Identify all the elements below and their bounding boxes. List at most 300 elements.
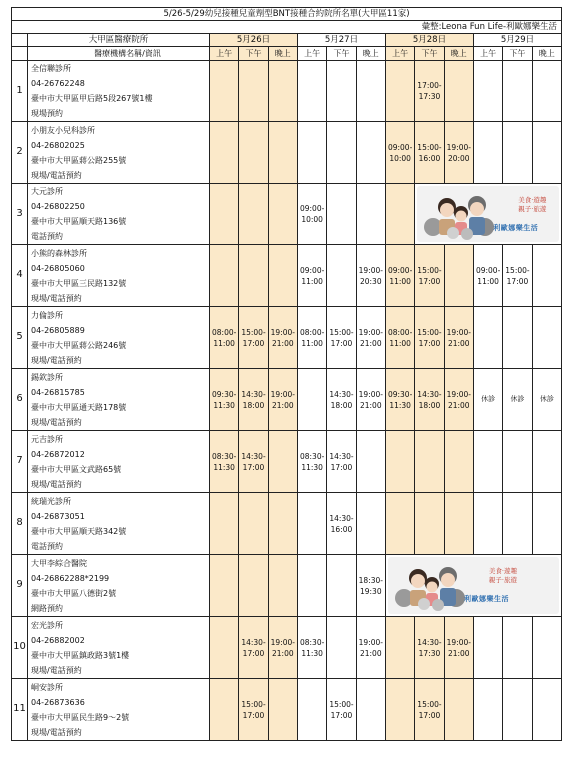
clinic-address: 臺中市大甲區甲后路5段267號1樓 (31, 94, 153, 103)
time-slot-text: 11:00 (389, 338, 411, 348)
time-slot-text: 20:30 (359, 276, 382, 286)
empty-slot (356, 184, 385, 245)
clinic-info (28, 245, 210, 307)
time-slot (444, 369, 473, 431)
time-slot-text: 11:00 (301, 276, 323, 286)
time-slot-text: 21:00 (359, 648, 382, 658)
empty-slot (503, 679, 532, 741)
time-slot (210, 369, 239, 431)
time-slot-text: 21:00 (272, 400, 294, 410)
empty-slot (532, 245, 561, 307)
clinic-phone: 04-26872012 (31, 449, 85, 459)
time-slot-text: 15:00- (241, 699, 266, 709)
time-slot-text: 17:00- (417, 81, 442, 90)
clinic-name: 峒安診所 (31, 682, 63, 692)
time-slot (503, 369, 532, 431)
booking-method: 現場/電話預約 (31, 293, 82, 303)
empty-slot (268, 493, 297, 555)
booking-method: 現場/電話預約 (31, 479, 82, 489)
clinic-address: 臺中市大甲區鎮政路3號1樓 (31, 650, 130, 660)
empty-slot (210, 184, 239, 245)
row-number: 9 (12, 555, 28, 617)
time-slot-text: 14:30- (241, 451, 266, 461)
date-row (12, 34, 562, 47)
time-slot-text: 15:00- (505, 265, 530, 275)
clinic-row (12, 307, 562, 369)
date-header: 5月26日 (210, 34, 298, 47)
empty-slot (415, 493, 444, 555)
clinic-info (28, 369, 210, 431)
clinic-address: 臺中市大甲區三民路132號 (31, 278, 127, 288)
time-slot-text: 19:30 (359, 586, 382, 596)
booking-method: 電話預約 (31, 541, 63, 551)
row-number: 11 (12, 679, 28, 741)
clinic-name: 小熊的森林診所 (31, 248, 87, 258)
clinic-row (12, 617, 562, 679)
empty-slot (356, 122, 385, 184)
empty-slot (532, 617, 561, 679)
empty-slot (327, 555, 356, 617)
time-slot-text: 19:00- (446, 327, 471, 337)
time-slot-text: 休診 (481, 395, 496, 403)
clinic-name: 力倫診所 (31, 310, 63, 320)
time-slot (297, 307, 326, 369)
time-slot-text: 14:30- (417, 389, 442, 399)
period-header: 下午 (239, 47, 268, 61)
time-slot (385, 245, 414, 307)
time-slot (385, 307, 414, 369)
empty-slot (327, 122, 356, 184)
empty-slot (503, 431, 532, 493)
clinic-row (12, 493, 562, 555)
empty-slot (268, 61, 297, 122)
time-slot (268, 307, 297, 369)
time-slot-text: 15:00- (417, 265, 442, 275)
empty-slot (297, 493, 326, 555)
period-row (12, 47, 562, 61)
empty-slot (503, 493, 532, 555)
clinic-phone: 04-26882002 (31, 635, 85, 645)
time-slot (385, 369, 414, 431)
empty-slot (503, 122, 532, 184)
time-slot-text: 17:00 (330, 338, 353, 348)
time-slot (356, 617, 385, 679)
column-label: 醫療機構名稱/資訊 (28, 47, 210, 61)
time-slot (210, 431, 239, 493)
time-slot-text: 19:00- (270, 389, 295, 399)
clinic-address: 臺中市大甲區文武路65號 (31, 464, 122, 474)
time-slot-text: 19:00- (446, 389, 471, 399)
time-slot (297, 245, 326, 307)
clinic-name: 大元診所 (31, 187, 63, 196)
time-slot-text: 11:00 (301, 338, 323, 348)
booking-method: 電話預約 (31, 232, 63, 241)
family-cartoon-icon (390, 560, 472, 612)
time-slot-text: 11:30 (389, 400, 411, 410)
time-slot (473, 245, 502, 307)
brand-logo-cell (415, 184, 562, 245)
empty-slot (297, 61, 326, 122)
time-slot-text: 17:30 (418, 648, 441, 658)
empty-slot (327, 617, 356, 679)
date-header: 5月28日 (385, 34, 473, 47)
time-slot-text: 09:00- (299, 265, 325, 275)
clinic-address: 臺中市大甲區八德街2號 (31, 588, 117, 598)
time-slot-text: 15:00- (417, 699, 442, 709)
time-slot-text: 18:00 (242, 400, 265, 410)
empty-slot (210, 61, 239, 122)
empty-slot (473, 307, 502, 369)
booking-method: 現場預約 (31, 109, 63, 118)
time-slot-text: 11:30 (213, 400, 235, 410)
empty-slot (210, 122, 239, 184)
logo-brand-text: 利歐娜樂生活 (463, 595, 509, 603)
empty-slot (473, 617, 502, 679)
empty-slot (356, 493, 385, 555)
empty-slot (327, 61, 356, 122)
empty-slot (532, 307, 561, 369)
time-slot (239, 307, 268, 369)
clinic-row (12, 122, 562, 184)
row-number: 2 (12, 122, 28, 184)
time-slot-text: 21:00 (359, 338, 382, 348)
time-slot-text: 20:00 (447, 153, 470, 163)
time-slot (473, 369, 502, 431)
empty-slot (356, 431, 385, 493)
row-number: 7 (12, 431, 28, 493)
time-slot (210, 307, 239, 369)
time-slot-text: 14:30- (241, 637, 266, 647)
family-cartoon-icon (419, 189, 501, 241)
time-slot (532, 369, 561, 431)
booking-method: 現場/電話預約 (31, 727, 82, 737)
clinic-row (12, 184, 562, 245)
empty-slot (356, 61, 385, 122)
empty-slot (210, 245, 239, 307)
row-number: 10 (12, 617, 28, 679)
time-slot-text: 21:00 (447, 338, 470, 348)
row-number: 3 (12, 184, 28, 245)
time-slot (444, 617, 473, 679)
time-slot (444, 307, 473, 369)
logo-tagline: 親子‧旅遊 (518, 205, 547, 213)
time-slot-text: 17:00 (330, 462, 353, 472)
time-slot (415, 122, 444, 184)
corner-cell (12, 47, 28, 61)
logo-tagline: 美食‧遊趣 (488, 567, 517, 575)
empty-slot (385, 184, 414, 245)
clinic-name: 小朋友小兒科診所 (31, 125, 95, 135)
logo-tagline: 美食‧遊趣 (518, 196, 547, 204)
time-slot-text: 21:00 (272, 648, 294, 658)
brand-logo (388, 557, 559, 614)
empty-slot (415, 431, 444, 493)
time-slot (356, 555, 385, 617)
time-slot-text: 09:30- (212, 389, 237, 399)
brand-logo (417, 186, 559, 242)
clinic-name: 元吉診所 (31, 434, 63, 444)
schedule-sheet (11, 7, 561, 741)
empty-slot (297, 679, 326, 741)
clinic-address: 臺中市大甲區順天路342號 (31, 526, 127, 536)
time-slot (239, 679, 268, 741)
time-slot-text: 14:30- (329, 513, 354, 523)
time-slot-text: 17:00 (242, 462, 265, 472)
time-slot-text: 21:00 (447, 648, 470, 658)
time-slot (327, 679, 356, 741)
time-slot-text: 19:00- (358, 327, 383, 337)
clinic-info (28, 307, 210, 369)
period-header: 上午 (385, 47, 414, 61)
empty-slot (385, 617, 414, 679)
sheet-title: 5/26-5/29幼兒接種兒童劑型BNT接種合約院所名單(大甲區11家) (12, 8, 562, 21)
time-slot-text: 11:00 (389, 276, 411, 286)
empty-slot (473, 61, 502, 122)
empty-slot (268, 122, 297, 184)
time-slot-text: 14:30- (417, 637, 442, 647)
clinic-phone: 04-26805889 (31, 325, 85, 335)
row-number: 5 (12, 307, 28, 369)
credit-row (12, 21, 562, 34)
time-slot-text: 17:00 (418, 276, 441, 286)
row-number: 8 (12, 493, 28, 555)
empty-slot (444, 493, 473, 555)
clinic-phone: 04-26805060 (31, 263, 85, 273)
clinic-phone: 04-26873051 (31, 511, 85, 521)
time-slot-text: 21:00 (447, 400, 470, 410)
time-slot-text: 19:00- (358, 389, 383, 399)
time-slot-text: 11:30 (301, 462, 323, 472)
empty-slot (503, 307, 532, 369)
time-slot-text: 09:30- (387, 389, 413, 399)
empty-slot (297, 122, 326, 184)
clinic-info (28, 61, 210, 122)
clinic-name: 錫欽診所 (31, 372, 63, 382)
clinic-name: 統瑞光診所 (31, 496, 71, 506)
time-slot (268, 369, 297, 431)
clinic-phone: 04-26873636 (31, 697, 85, 707)
empty-slot (532, 122, 561, 184)
time-slot (297, 184, 326, 245)
clinic-row (12, 431, 562, 493)
clinic-phone: 04-26802025 (31, 140, 85, 150)
time-slot (415, 679, 444, 741)
time-slot-text: 08:30- (299, 451, 325, 461)
empty-slot (327, 184, 356, 245)
time-slot (356, 369, 385, 431)
empty-slot (239, 184, 268, 245)
time-slot-text: 19:00- (446, 637, 471, 647)
clinic-info (28, 122, 210, 184)
clinic-phone: 04-26815785 (31, 387, 85, 397)
empty-slot (268, 245, 297, 307)
empty-slot (473, 679, 502, 741)
time-slot-text: 休診 (539, 395, 554, 403)
empty-slot (473, 431, 502, 493)
empty-slot (532, 679, 561, 741)
time-slot (415, 617, 444, 679)
period-header: 下午 (503, 47, 532, 61)
empty-slot (210, 493, 239, 555)
clinic-address: 臺中市大甲區通天路178號 (31, 402, 127, 412)
empty-slot (444, 61, 473, 122)
time-slot-text: 17:00 (242, 648, 265, 658)
time-slot-text: 14:30- (329, 451, 354, 461)
time-slot-text: 21:00 (359, 400, 382, 410)
brand-logo-cell (385, 555, 561, 617)
time-slot-text: 08:00- (212, 327, 237, 337)
empty-slot (297, 369, 326, 431)
time-slot-text: 15:00- (417, 142, 442, 152)
row-number: 4 (12, 245, 28, 307)
period-header: 上午 (210, 47, 239, 61)
booking-method: 現場/電話預約 (31, 665, 82, 675)
time-slot-text: 19:00- (358, 637, 383, 647)
period-header: 下午 (415, 47, 444, 61)
clinic-address: 臺中市大甲區蔣公路246號 (31, 340, 127, 350)
clinic-name: 宏光診所 (31, 620, 63, 630)
clinic-address: 臺中市大甲區民生路9～2號 (31, 712, 130, 722)
time-slot-text: 11:00 (477, 276, 499, 286)
time-slot-text: 11:30 (301, 648, 323, 658)
empty-slot (239, 122, 268, 184)
empty-slot (532, 431, 561, 493)
period-header: 上午 (473, 47, 502, 61)
corner-cell (12, 34, 28, 47)
empty-slot (385, 493, 414, 555)
empty-slot (532, 493, 561, 555)
time-slot-text: 15:00- (241, 327, 266, 337)
booking-method: 網路預約 (31, 603, 63, 613)
clinic-info (28, 555, 210, 617)
time-slot-text: 18:00 (330, 400, 353, 410)
time-slot (356, 245, 385, 307)
time-slot-text: 17:00 (330, 710, 353, 720)
time-slot-text: 08:00- (299, 327, 325, 337)
time-slot-text: 08:30- (212, 451, 237, 461)
time-slot-text: 17:00 (506, 276, 529, 286)
empty-slot (327, 245, 356, 307)
time-slot-text: 09:00- (299, 204, 325, 213)
time-slot (415, 245, 444, 307)
empty-slot (503, 61, 532, 122)
time-slot (503, 245, 532, 307)
clinic-info (28, 617, 210, 679)
time-slot-text: 11:30 (213, 462, 235, 472)
empty-slot (532, 61, 561, 122)
empty-slot (385, 61, 414, 122)
time-slot (415, 369, 444, 431)
row-number: 1 (12, 61, 28, 122)
time-slot-text: 15:00- (329, 699, 354, 709)
time-slot-text: 15:00- (417, 327, 442, 337)
time-slot-text: 11:00 (213, 338, 235, 348)
clinic-row (12, 369, 562, 431)
time-slot-text: 08:30- (299, 637, 325, 647)
row-number: 6 (12, 369, 28, 431)
clinic-row (12, 61, 562, 122)
time-slot-text: 16:00 (330, 524, 353, 534)
empty-slot (210, 679, 239, 741)
empty-slot (297, 555, 326, 617)
empty-slot (268, 555, 297, 617)
empty-slot (444, 679, 473, 741)
clinic-address: 臺中市大甲區順天路136號 (31, 217, 127, 226)
time-slot-text: 19:00- (270, 637, 295, 647)
logo-tagline: 親子‧旅遊 (488, 576, 517, 584)
period-header: 下午 (327, 47, 356, 61)
empty-slot (473, 493, 502, 555)
time-slot (297, 431, 326, 493)
clinic-row (12, 555, 562, 617)
empty-slot (268, 431, 297, 493)
empty-slot (210, 617, 239, 679)
empty-slot (239, 245, 268, 307)
empty-slot (268, 184, 297, 245)
clinic-row (12, 679, 562, 741)
time-slot (297, 617, 326, 679)
clinic-address: 臺中市大甲區蔣公路255號 (31, 155, 127, 165)
time-slot-text: 08:00- (387, 327, 413, 337)
empty-slot (444, 245, 473, 307)
period-header: 晚上 (532, 47, 561, 61)
empty-slot (210, 555, 239, 617)
time-slot-text: 14:30- (241, 389, 266, 399)
time-slot (415, 61, 444, 122)
area-header: 大甲區醫療院所 (28, 34, 210, 47)
time-slot-text: 21:00 (272, 338, 294, 348)
clinic-name: 全信聯診所 (31, 64, 71, 73)
clinic-info (28, 431, 210, 493)
time-slot-text: 17:00 (418, 710, 441, 720)
time-slot-text: 17:00 (418, 338, 441, 348)
empty-slot (239, 493, 268, 555)
clinic-info (28, 493, 210, 555)
time-slot-text: 16:00 (418, 153, 441, 163)
clinic-info (28, 679, 210, 741)
time-slot-text: 10:00 (389, 153, 411, 163)
clinic-phone: 04-26862288*2199 (31, 573, 110, 583)
empty-slot (385, 431, 414, 493)
empty-slot (473, 122, 502, 184)
time-slot (239, 431, 268, 493)
period-header: 上午 (297, 47, 326, 61)
empty-slot (268, 679, 297, 741)
empty-slot (503, 617, 532, 679)
time-slot (327, 369, 356, 431)
clinic-schedule-table (11, 7, 562, 741)
time-slot-text: 09:00- (387, 265, 413, 275)
time-slot-text: 19:00- (270, 327, 295, 337)
time-slot-text: 10:00 (301, 215, 323, 224)
time-slot-text: 休診 (510, 395, 525, 403)
empty-slot (356, 679, 385, 741)
clinic-info (28, 184, 210, 245)
logo-brand-text: 利歐娜樂生活 (493, 224, 539, 232)
title-row (12, 8, 562, 21)
booking-method: 現場/電話預約 (31, 355, 82, 365)
time-slot-text: 09:00- (387, 142, 413, 152)
empty-slot (239, 61, 268, 122)
time-slot-text: 19:00- (446, 142, 471, 152)
booking-method: 現場/電話預約 (31, 417, 82, 427)
date-header: 5月29日 (473, 34, 561, 47)
empty-slot (385, 679, 414, 741)
time-slot-text: 18:30- (358, 575, 383, 585)
period-header: 晚上 (268, 47, 297, 61)
empty-slot (444, 431, 473, 493)
time-slot (415, 307, 444, 369)
